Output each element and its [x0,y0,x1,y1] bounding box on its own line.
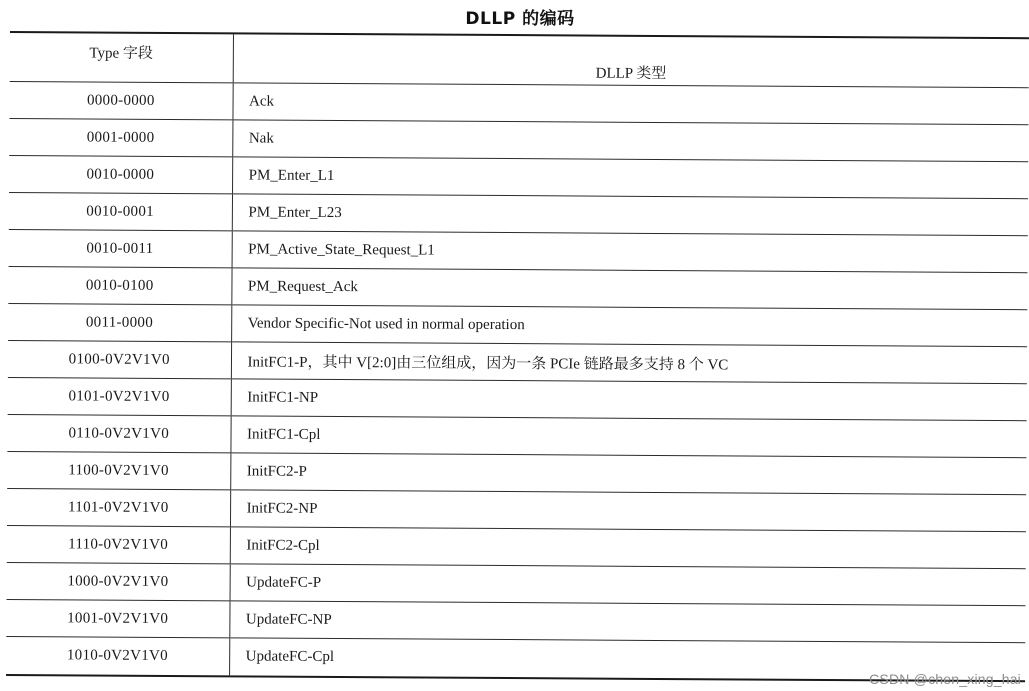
table-row [8,340,1027,383]
dllp-type-cell: Vendor Specific-Not used in normal operation [231,305,1027,347]
table-row [8,266,1027,309]
dllp-encoding-table [6,31,1029,682]
dllp-type-cell: Nak [232,120,1028,162]
dllp-type-cell: UpdateFC-NP [229,601,1025,643]
dllp-type-cell: InitFC2-Cpl [230,527,1026,569]
table-row [9,155,1028,198]
table-row [7,488,1026,531]
type-field-cell: 0000-0000 [9,81,232,119]
type-field-cell: 0010-0100 [8,266,231,304]
type-field-cell: 1101-0V2V1V0 [7,488,230,526]
dllp-type-cell: PM_Enter_L23 [232,194,1028,236]
dllp-type-cell: Ack [232,83,1028,125]
dllp-type-cell: PM_Request_Ack [231,268,1027,310]
table-row [9,81,1028,124]
type-field-cell: 0001-0000 [9,118,232,156]
watermark: CSDN @chen_xing_hai [869,671,1021,687]
table-row [7,525,1026,568]
table-row [7,562,1026,605]
dllp-type-cell: InitFC1-Cpl [230,416,1026,458]
table-row [8,303,1027,346]
type-field-cell: 1100-0V2V1V0 [7,451,230,489]
dllp-type-cell: PM_Enter_L1 [232,157,1028,199]
table-row [9,192,1028,235]
dllp-type-cell: InitFC1-NP [231,379,1027,421]
type-field-cell: 1010-0V2V1V0 [6,636,229,676]
type-field-cell: 0101-0V2V1V0 [8,377,231,415]
table-row [7,414,1026,457]
type-field-cell: 0010-0001 [9,192,232,230]
dllp-type-cell: UpdateFC-P [230,564,1026,606]
type-field-cell: 0010-0011 [9,229,232,267]
dllp-type-cell: PM_Active_State_Request_L1 [232,231,1028,273]
type-field-cell: 0010-0000 [9,155,232,193]
column-header-type-field: Type 字段 [10,32,233,83]
dllp-type-cell: InitFC1-P，其中 V[2:0]由三位组成，因为一条 PCIe 链路最多支持 8 个 VC [231,342,1027,384]
table-row [7,451,1026,494]
column-header-dllp-type: DLLP 类型 [233,33,1029,87]
table-container [6,31,1029,682]
type-field-cell: 0110-0V2V1V0 [7,414,230,452]
table-row [8,377,1027,420]
table-row [9,118,1028,161]
type-field-cell: 0011-0000 [8,303,231,341]
dllp-type-cell: InitFC2-NP [230,490,1026,532]
table-row [6,599,1025,642]
type-field-cell: 1001-0V2V1V0 [6,599,229,637]
dllp-type-cell: InitFC2-P [230,453,1026,495]
table-header-row [10,32,1029,88]
type-field-cell: 0100-0V2V1V0 [8,340,231,378]
type-field-cell: 1110-0V2V1V0 [7,525,230,563]
table-row [9,229,1028,272]
table-caption: DLLP 的编码 [465,9,575,29]
type-field-cell: 1000-0V2V1V0 [7,562,230,600]
dllp-type-cell: UpdateFC-Cpl [229,638,1025,681]
